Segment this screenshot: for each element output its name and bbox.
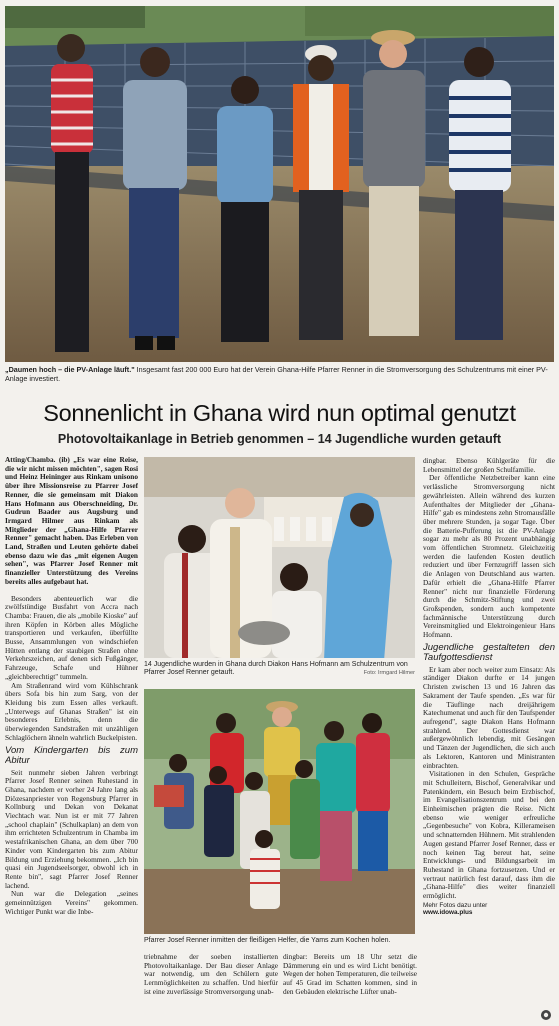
publisher-mark-icon — [540, 1009, 552, 1021]
paragraph-delegation: Nun war die Delegation „seines gemeinnützigen Vereins" gekommen. Wichtiger Punkt war die Inbe- — [5, 889, 138, 916]
photo-group-helpers-image — [144, 689, 415, 934]
publisher-mark — [540, 1008, 552, 1020]
paragraph-strassenrand: Am Straßenrand wird vom Kühlschrank übers Sofa bis hin zum Sarg, von der Kleidung bis zum Essen alles verkauft. „Unterwegs auf Ghanas Straßen" ist ein besonderes Erlebnis, denn die überwiegenden Sandstraßen mit unzähligen Schlaglöchern ähneln wahrlich Buckelpisten. — [5, 680, 138, 742]
paragraph-inbetriebnahme: triebnahme der soeben installierten Photovoltaikanlage. Der Bau dieser Anlage war notwendig, um den Schülern gute Lernmöglichkeiten zu schaffen. Und hierfür ist eine zuverlässige Stromversorgung unab- — [144, 953, 278, 996]
lead-paragraph: Atting/Chamba. (ib) „Es war eine Reise, die wir nicht missen möchten", sagen Rosi und Heinz Heininger aus Rinkam unisono über ihre Missionsreise zu Pfarrer Josef Renner, die sie gemeinsam mit Diakon Hans Hofmann aus Oberschneiding, Dr. Gudrun Baader aus Augsburg und Irmgard Hilmer aus Rinkam als Mitglieder der „Ghana-Hilfe Pfarrer Renner" gemacht haben. Das Erleben von Land, Straßen und Leuten gehörte dabei ebenso dazu wie das „mit eigenen Augen sehen", was Pfarrer Josef Renner mit finanzieller Unterstützung des Vereins bereits alles aufgebaut hat. — [5, 456, 138, 586]
caption-top-rest: Insgesamt fast 200 000 Euro hat der Verein Ghana-Hilfe Pfarrer Renner in die Stromversorgung des Schulzentrums mit einer PV-Anlage investiert. — [5, 365, 548, 383]
person-navy-striped-shirt — [437, 42, 521, 360]
paragraph-kuehlgeraete: dingbar. Ebenso Kühlgeräte für die Lebensmittel der großen Schulfamilie. — [423, 457, 555, 474]
photo-baptism — [144, 457, 415, 658]
paragraph-daemmerung: dingbar: Bereits um 18 Uhr setzt die Dämmerung ein und es wird Licht benötigt. Wegen der hohen Temperaturen, die teilweise auf 45 Grad im Schatten kommen, sind in den Gebäuden elektrische Lüfter unab- — [283, 953, 417, 996]
more-photos-note — [423, 902, 555, 917]
caption-top-photo — [5, 366, 554, 383]
subheading-taufgottesdienst: Jugendliche gestalteten den Taufgottesdienst — [423, 641, 555, 664]
caption-top-bold: „Daumen hoch – die PV-Anlage läuft." — [5, 365, 135, 374]
caption-baptism-photo: 14 Jugendliche wurden in Ghana durch Diakon Hans Hofmann am Schulzentrum von Pfarrer Josef Renner getauft. — [144, 661, 408, 677]
person-orange-vest-helmet — [283, 42, 357, 358]
paragraph-taufe: Er kam aber noch weiter zum Einsatz: Als ständiger Diakon durfte er 14 jungen Christen zwischen 13 und 16 Jahren das Sakrament der Taufe spenden. „Es war für die Täuflinge nach dreijährigem Katechumenat und auch für den Taufspender aufregend", sagte Diakon Hans Hofmann strahlend. Der Gottesdienst war außergewöhnlich lebendig, mit Gesängen und Tänzen der Jugendlichen, die sich auch als Lektoren, Kantoren und Ministranten einbrachten. — [423, 664, 555, 770]
article-column-1 — [5, 456, 138, 1022]
article-column-4 — [423, 457, 555, 1024]
article-column-3-bottom — [283, 953, 417, 1023]
credit-baptism-photo: Foto: Irmgard Hilmer — [363, 670, 415, 676]
caption-group-photo: Pfarrer Josef Renner inmitten der fleißigen Helfer, die Yams zum Kochen holen. — [144, 937, 391, 944]
person-grey-shirt-glasses — [109, 44, 197, 362]
subheadline: Photovoltaikanlage in Betrieb genommen – 14 Jugendliche wurden getauft — [57, 432, 502, 446]
photo-baptism-image — [144, 457, 415, 658]
person-red-striped-shirt — [41, 30, 99, 360]
paragraph-ruhestand: Seit nunmehr sieben Jahren verbringt Pfarrer Josef Renner seinen Ruhestand in Ghana, nachdem er vorher 24 Jahre lang als Diözesanpriester von Regensburg Pfarrer in Kollnburg und Dekan von Dekanat Viechtach war. Nun ist er mit 77 Jahren „school chaplain" (Schulkaplan) an dem von ihm errichteten Schulzentrum in Chamba im westafrikanischen Ghana, an dem über 700 Kinder vom Kindergarten bis zum Abitur Bildung und Erziehung bekommen. „Ich bin quasi ein Jugendseelsorger, obwohl ich in Rente bin", sagt Pfarrer Josef Renner lachend. — [5, 767, 138, 890]
subheading-kindergarten: Vom Kindergarten bis zum Abitur — [5, 744, 138, 766]
more-photos-link[interactable]: www.idowa.plus — [423, 909, 473, 917]
article-column-2-bottom — [144, 953, 278, 1023]
paragraph-netzbetreiber: Der öffentliche Netzbetreiber kann eine verlässliche Stromversorgung nicht gewährleisten. Allein während des kurzen Aufenthaltes der Mitglieder der „Ghana-Hilfe" gab es mindestens zehn Stromausfälle über mehrere Stunden, ja sogar Tage. Über die Batterie-Pufferung ist die PV-Anlage sogar zu mehr als 80 Prozent unabhängig vom öffentlichen Stromnetz. Gleichzeitig werden die laufenden Kosten deutlich reduziert und über Fernzugriff lassen sich die Anlagen von Deutschland aus warten. Dafür erhielt die „Ghana-Hilfe Pfarrer Renner" nicht nur finanzielle Förderung durch die Schmitz-Stiftung und zwei Großspenden, sondern auch kompetente fachmännische Unterstützung durch Vereinsmitglied und Elektroingenieur Hans Hofmann. — [423, 473, 555, 640]
more-photos-label: Mehr Fotos dazu unter — [423, 901, 488, 909]
paragraph-visitationen: Visitationen in den Schulen, Gespräche mit Schulleitern, Bischof, Generalvikar und Patenkindern, ein Besuch beim Erzbischof, im Evangelisationszentrum und bei den Einheimischen prägten die Reise. Nicht ebenso wie weniger erfreuliche „Gegenbesuche" von Kobra, Killerameisen und schnatternden Hühnern. Mit strahlenden Augen gestand Pfarrer Josef Renner, dass er noch keinen Tag bereut hat, seine Entwicklungs- und Bildungsarbeit im Ruhestand in Ghana fortzusetzen. Und er vertraut natürlich fest darauf, dass ihm die „Ghana-Hilfe" dies weiter finanziell ermöglicht. — [423, 769, 555, 901]
paragraph-busfahrt: Besonders abenteuerlich war die zwölfstündige Busfahrt von Accra nach Chamba: Frauen, die als „mobile Kioske" auf ihren Köpfen in Körben alles Mögliche transportieren und verkaufen, überfüllte Busse, Ansammlungen von windschiefen Hütten entlang der staubigen Straßen ohne Verkehrszeichen, auf denen sich Fußgänger, Fahrzeuge, Schafe und Hühner „gleichberechtigt" tummeln. — [5, 593, 138, 681]
photo-group-helpers — [144, 689, 415, 934]
person-blue-shirt-woman — [207, 72, 281, 362]
photo-solar-group — [5, 6, 554, 362]
person-pfarrer-renner-hat — [351, 26, 435, 358]
headline: Sonnenlicht in Ghana wird nun optimal genutzt — [43, 400, 516, 426]
